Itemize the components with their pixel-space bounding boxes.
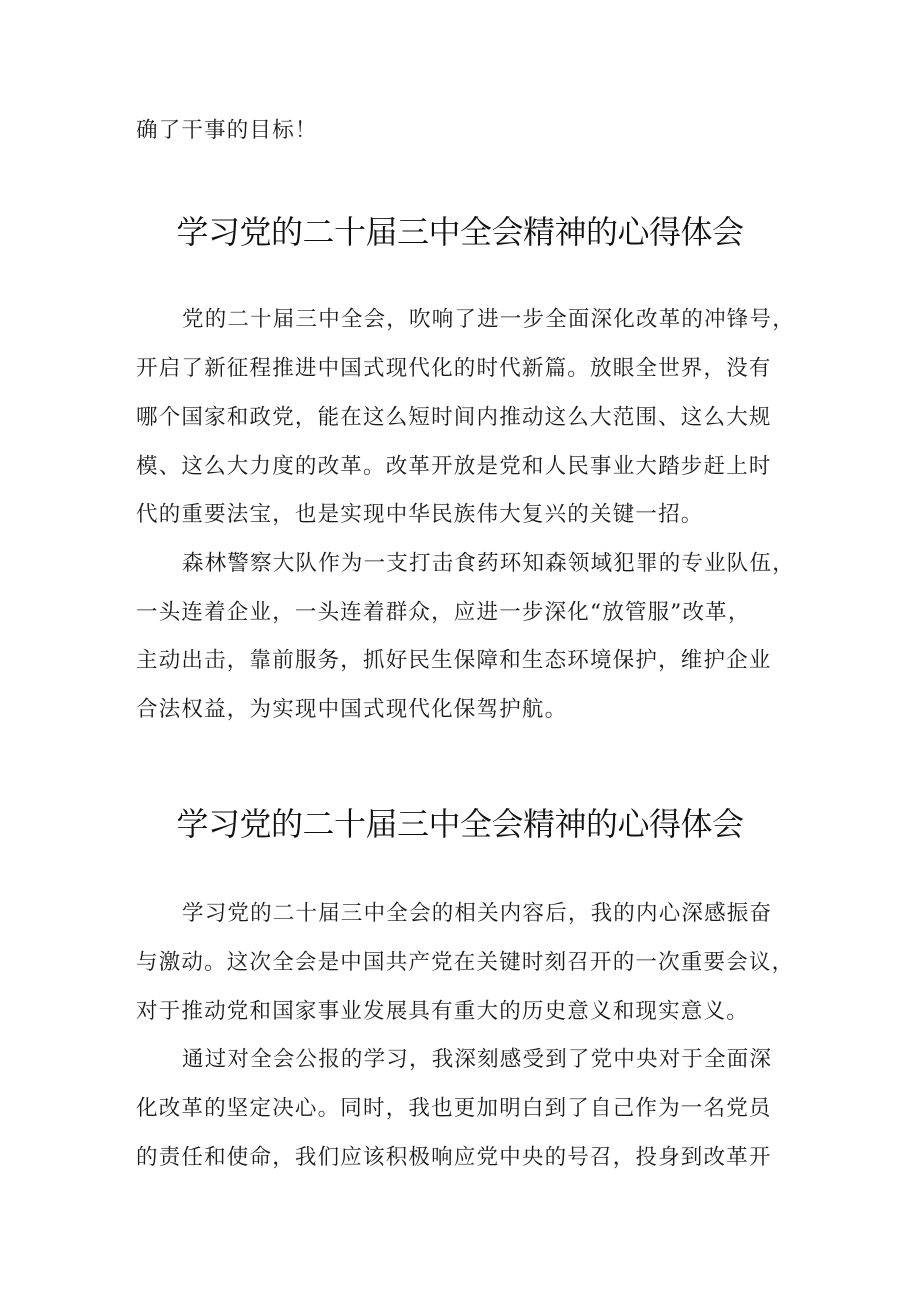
paragraph-line: 通过对全会公报的学习，我深刻感受到了党中央对于全面深 <box>182 1047 773 1072</box>
paragraph-line: 对于推动党和国家事业发展具有重大的历史意义和现实意义。 <box>136 999 749 1024</box>
paragraph-line: 的责任和使命，我们应该积极响应党中央的号召，投身到改革开 <box>136 1145 772 1170</box>
paragraph-line: 模、这么大力度的改革。改革开放是党和人民事业大踏步赶上时 <box>136 454 772 479</box>
paragraph-line: 森林警察大队作为一支打击食药环知森领域犯罪的专业队伍， <box>182 551 795 576</box>
paragraph-line: 哪个国家和政党，能在这么短时间内推动这么大范围、这么大规 <box>136 405 772 430</box>
paragraph-line: 开启了新征程推进中国式现代化的时代新篇。放眼全世界，没有 <box>136 356 772 381</box>
paragraph-line: 党的二十届三中全会，吹响了进一步全面深化改革的冲锋号， <box>182 307 795 332</box>
paragraph-line: 与激动。这次全会是中国共产党在关键时刻召开的一次重要会议， <box>136 950 795 975</box>
paragraph-line: 化改革的坚定决心。同时，我也更加明白到了自己作为一名党员 <box>136 1096 772 1121</box>
paragraph-line: 学习党的二十届三中全会的相关内容后，我的内心深感振奋 <box>182 901 773 926</box>
intro-text-line: 确了干事的目标！ <box>136 118 318 143</box>
paragraph-line: 代的重要法宝，也是实现中华民族伟大复兴的关键一招。 <box>136 502 704 527</box>
paragraph-line: 一头连着企业，一头连着群众，应进一步深化“放管服”改革， <box>136 600 751 625</box>
section-2-title: 学习党的二十届三中全会精神的心得体会 <box>176 805 744 843</box>
paragraph-line: 合法权益，为实现中国式现代化保驾护航。 <box>136 697 568 722</box>
paragraph-line: 主动出击，靠前服务，抓好民生保障和生态环境保护，维护企业 <box>136 648 772 673</box>
section-1-title: 学习党的二十届三中全会精神的心得体会 <box>176 213 744 251</box>
